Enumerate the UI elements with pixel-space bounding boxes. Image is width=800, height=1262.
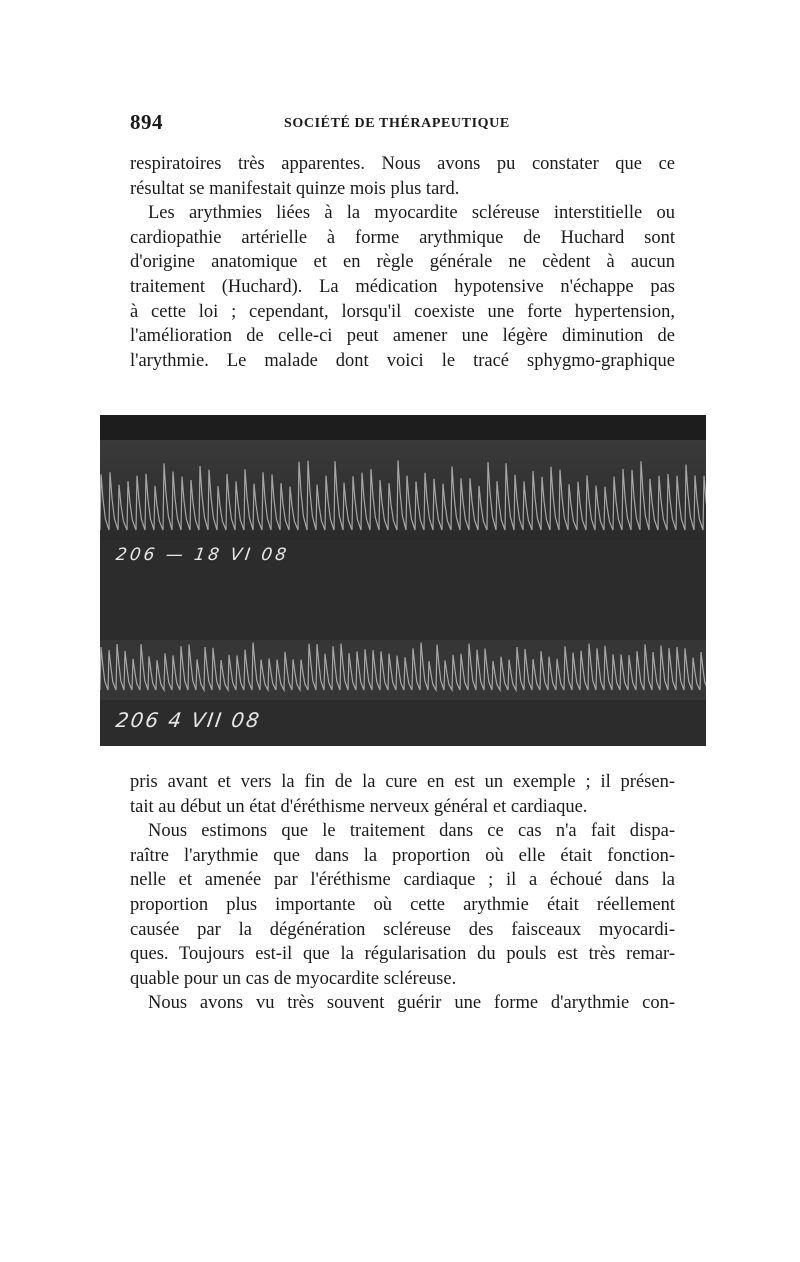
trace-label-top: 206 — 18 VI 08 [114, 545, 291, 565]
text-line: tait au début un état d'éréthisme nerveux général et cardiaque. [130, 796, 588, 817]
text-line: proportion plus importante où cette arythmie était réellement [130, 894, 675, 915]
text-line: l'amélioration de celle-ci peut amener une légère diminution de [130, 326, 675, 347]
journal-title: SOCIÉTÉ DE THÉRAPEUTIQUE [284, 116, 510, 131]
text-line: respiratoires très apparentes. Nous avons pu constater que ce [130, 154, 675, 174]
text-line: Les arythmies liées à la myocardite scléreuse interstitielle ou [148, 203, 675, 224]
text-line: causée par la dégénération scléreuse des faisceaux myocardi- [130, 919, 675, 940]
pulse-trace-image [100, 415, 706, 746]
text-line: pris avant et vers la fin de la cure en est un exemple ; il présen- [130, 772, 675, 792]
text-line: raître l'arythmie que dans la proportion où elle était fonction- [130, 845, 675, 866]
trace-label-bottom: 206 4 VII 08 [114, 708, 263, 732]
text-line: nelle et amenée par l'éréthisme cardiaque ; il a échoué dans la [130, 870, 675, 891]
text-line: résultat se manifestait quinze mois plus tard. [130, 178, 460, 199]
text-line: à cette loi ; cependant, lorsqu'il coexiste une forte hypertension, [130, 301, 675, 322]
text-line: Nous estimons que le traitement dans ce cas n'a fait dispa- [148, 821, 675, 842]
text-line: Nous avons vu très souvent guérir une forme d'arythmie con- [148, 993, 675, 1014]
text-line: cardiopathie artérielle à forme arythmique de Huchard sont [130, 227, 675, 248]
paragraph-top [130, 152, 675, 373]
running-head [130, 110, 680, 140]
text-line: d'origine anatomique et en règle générale ne cèdent à aucun [130, 252, 675, 273]
paragraph-bottom [130, 770, 675, 1016]
text-line: ques. Toujours est-il que la régularisation du pouls est très remar- [130, 944, 675, 965]
text-line: traitement (Huchard). La médication hypotensive n'échappe pas [130, 276, 675, 297]
page-number: 894 [130, 110, 163, 134]
text-line: quable pour un cas de myocardite scléreuse. [130, 968, 457, 989]
text-line: l'arythmie. Le malade dont voici le tracé sphygmo-graphique [130, 350, 675, 371]
sphygmograph-figure [100, 415, 706, 746]
